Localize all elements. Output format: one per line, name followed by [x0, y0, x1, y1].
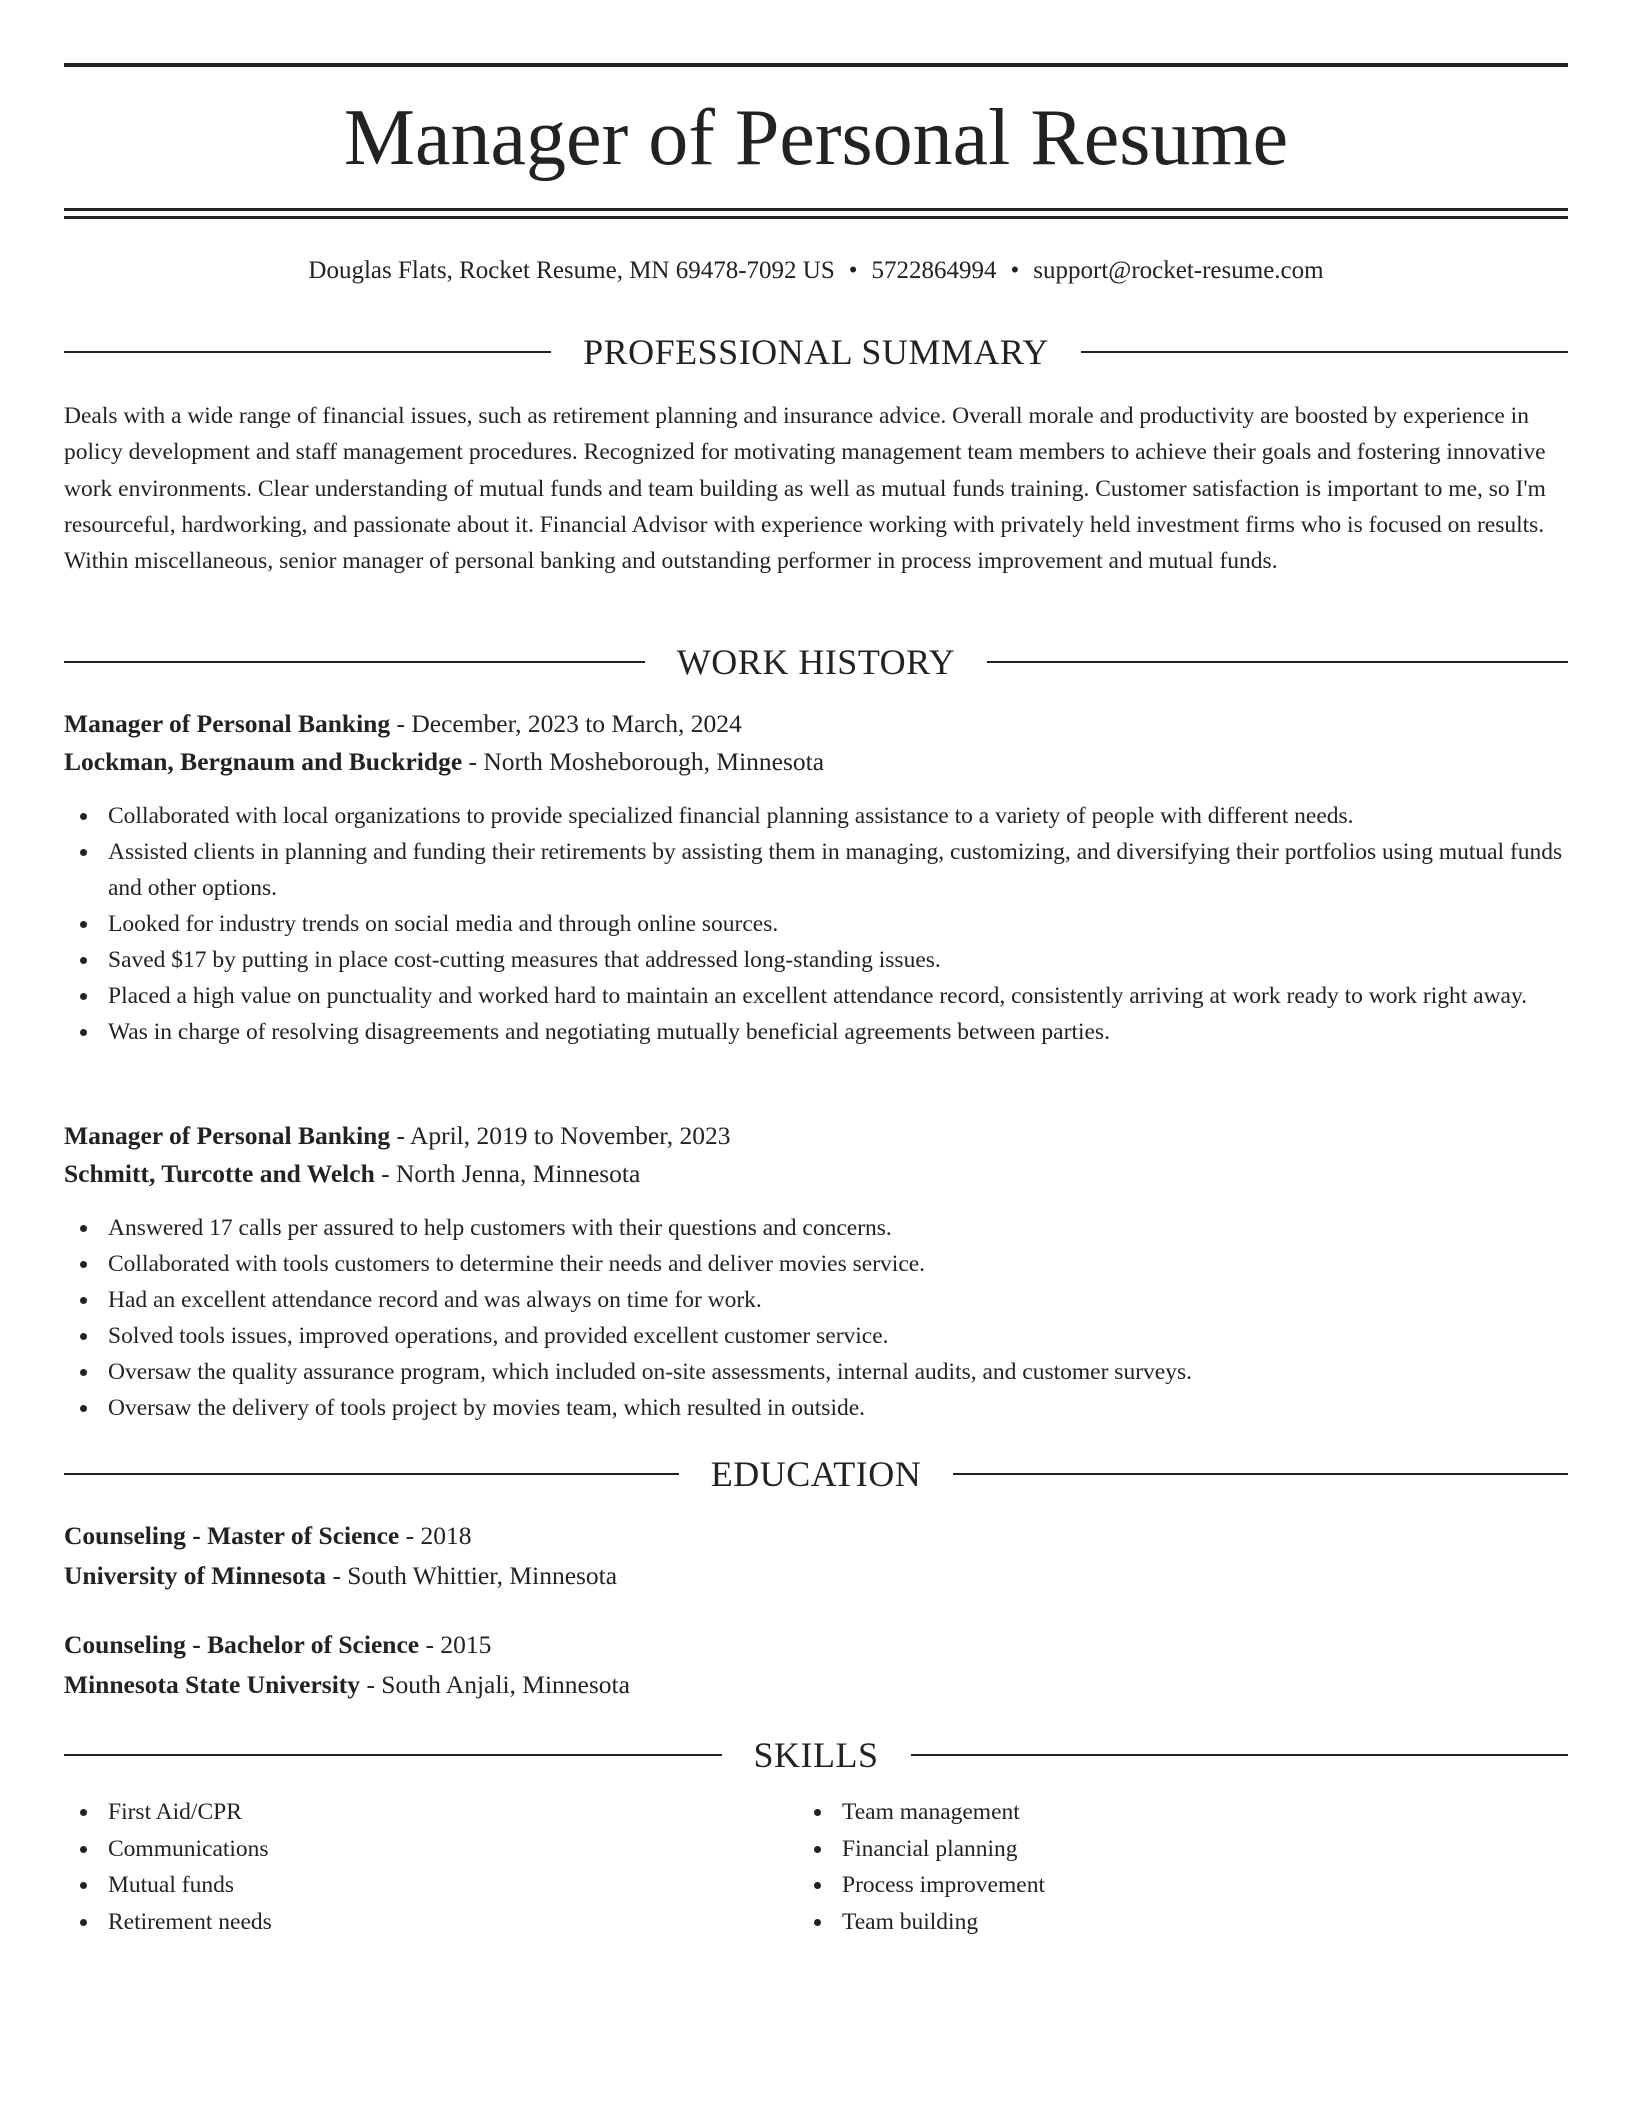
section-heading-label: WORK HISTORY	[676, 642, 956, 682]
section-heading-education	[64, 1452, 1568, 1496]
job-dates: - April, 2019 to November, 2023	[390, 1121, 731, 1150]
job-bullet: Was in charge of resolving disagreements and negotiating mutually beneficial agreements between parties.	[64, 1014, 1568, 1050]
job-bullet: Oversaw the delivery of tools project by movies team, which resulted in outside.	[64, 1390, 1568, 1426]
skills-list-left	[64, 1794, 764, 1941]
job-bullet: Collaborated with tools customers to determine their needs and deliver movies service.	[64, 1246, 1568, 1282]
job-bullet: Looked for industry trends on social media and through online sources.	[64, 906, 1568, 942]
resume-title: Manager of Personal Resume	[343, 94, 1289, 182]
education-location: - South Anjali, Minnesota	[360, 1670, 630, 1699]
job-title-line	[64, 1117, 1568, 1155]
job-bullet: Assisted clients in planning and funding their retirements by assisting them in managing, customizing, and diversifying their portfolios using mutual funds and other options.	[64, 834, 1568, 906]
heading-rule	[987, 661, 1568, 663]
skills-list-right	[798, 1794, 1498, 1941]
education-degree: Counseling - Master of Science	[64, 1521, 400, 1550]
contact-separator: •	[848, 257, 858, 284]
title-rule-upper	[64, 208, 1568, 211]
skill-item: Team management	[798, 1794, 1498, 1831]
section-heading-label: SKILLS	[753, 1735, 879, 1775]
education-school: University of Minnesota	[64, 1561, 327, 1590]
skill-item: Process improvement	[798, 1867, 1498, 1904]
section-heading-work-history	[64, 640, 1568, 684]
heading-rule	[953, 1473, 1568, 1475]
skill-item: Financial planning	[798, 1831, 1498, 1868]
heading-rule	[64, 1754, 722, 1756]
section-heading-label: EDUCATION	[710, 1454, 922, 1494]
education-degree-line	[64, 1626, 1568, 1664]
job-bullet: Placed a high value on punctuality and worked hard to maintain an excellent attendance record, consistently arriving at work ready to work right away.	[64, 978, 1568, 1014]
job-company: Lockman, Bergnaum and Buckridge	[64, 747, 463, 776]
job-bullet: Oversaw the quality assurance program, which included on-site assessments, internal audits, and customer surveys.	[64, 1354, 1568, 1390]
section-heading-summary	[64, 330, 1568, 374]
job-company: Schmitt, Turcotte and Welch	[64, 1159, 375, 1188]
heading-rule	[911, 1754, 1569, 1756]
section-heading-label: PROFESSIONAL SUMMARY	[583, 332, 1049, 372]
contact-phone: 5722864994	[871, 257, 997, 284]
section-heading-skills	[64, 1733, 1568, 1777]
summary-text: Deals with a wide range of financial issues, such as retirement planning and insurance advice. Overall morale and productivity are boosted by experience in policy development and staff management procedures. Recognized for motivating management team members to achieve their goals and fostering innovative work environments. Clear understanding of mutual funds and team building as well as mutual funds training. Customer satisfaction is important to me, so I'm resourceful, hardworking, and passionate about it. Financial Advisor with experience working with privately held investment firms who is focused on results. Within miscellaneous, senior manager of personal banking and outstanding performer in process improvement and mutual funds.	[64, 403, 1546, 575]
heading-rule	[64, 351, 551, 353]
education-school: Minnesota State University	[64, 1670, 361, 1699]
job-bullet: Answered 17 calls per assured to help customers with their questions and concerns.	[64, 1210, 1568, 1246]
job-title: Manager of Personal Banking	[64, 709, 391, 738]
job-bullet-list	[64, 798, 1568, 1050]
job-dates: - December, 2023 to March, 2024	[390, 709, 742, 738]
job-company-line	[64, 743, 1568, 781]
job-title-line	[64, 705, 1568, 743]
education-degree-line	[64, 1517, 1568, 1555]
skill-item: First Aid/CPR	[64, 1794, 764, 1831]
contact-address: Douglas Flats, Rocket Resume, MN 69478-7092 US	[308, 257, 835, 284]
title-rule-lower	[64, 216, 1568, 219]
job-location: - North Mosheborough, Minnesota	[462, 747, 825, 776]
education-school-line	[64, 1666, 1568, 1704]
skill-item: Team building	[798, 1904, 1498, 1941]
contact-line	[64, 254, 1568, 288]
heading-rule	[1081, 351, 1568, 353]
education-degree: Counseling - Bachelor of Science	[64, 1630, 420, 1659]
skill-item: Retirement needs	[64, 1904, 764, 1941]
job-bullet: Had an excellent attendance record and was always on time for work.	[64, 1282, 1568, 1318]
skill-item: Mutual funds	[64, 1867, 764, 1904]
top-rule	[64, 63, 1568, 67]
contact-separator: •	[1010, 257, 1020, 284]
heading-rule	[64, 661, 645, 663]
heading-rule	[64, 1473, 679, 1475]
skill-item: Communications	[64, 1831, 764, 1868]
job-location: - North Jenna, Minnesota	[374, 1159, 641, 1188]
job-bullet-list	[64, 1210, 1568, 1426]
education-location: - South Whittier, Minnesota	[326, 1561, 618, 1590]
job-company-line	[64, 1155, 1568, 1193]
education-year: - 2015	[419, 1630, 492, 1659]
job-bullet: Collaborated with local organizations to provide specialized financial planning assistance to a variety of people with different needs.	[64, 798, 1568, 834]
contact-email: support@rocket-resume.com	[1033, 257, 1324, 284]
education-school-line	[64, 1557, 1568, 1595]
job-bullet: Solved tools issues, improved operations, and provided excellent customer service.	[64, 1318, 1568, 1354]
job-title: Manager of Personal Banking	[64, 1121, 391, 1150]
job-bullet: Saved $17 by putting in place cost-cutting measures that addressed long-standing issues.	[64, 942, 1568, 978]
education-year: - 2018	[399, 1521, 472, 1550]
